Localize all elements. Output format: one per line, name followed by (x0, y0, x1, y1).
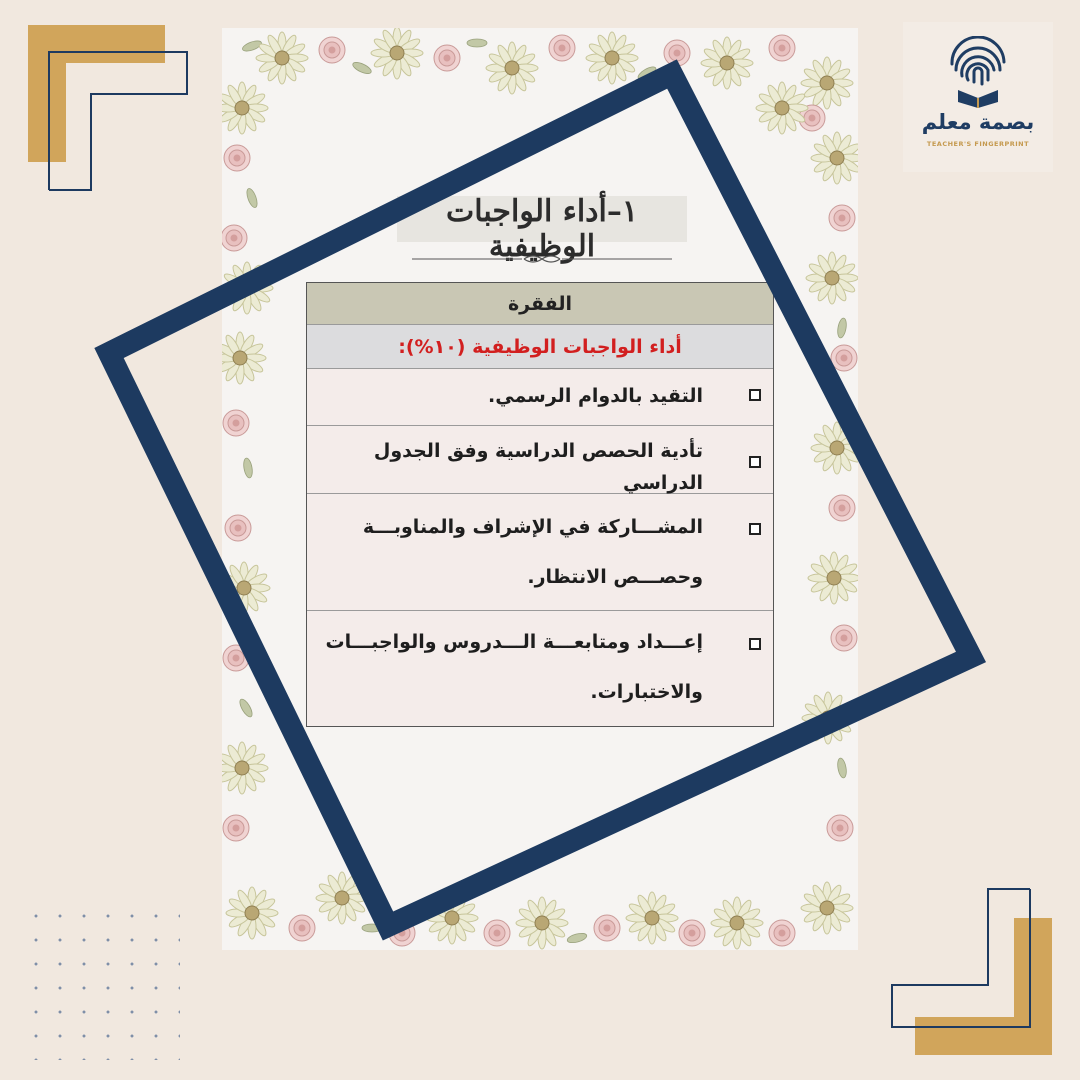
corner-bracket-top-left-outline (48, 51, 188, 191)
table-row (307, 494, 773, 611)
table-header: الفقرة (307, 282, 773, 325)
corner-bracket-bottom-right-outline (891, 888, 1031, 1028)
page-title: ١–أداء الواجبات الوظيفية (446, 194, 638, 264)
document-page (222, 28, 858, 950)
checkbox[interactable] (749, 638, 761, 650)
brand-tagline: TEACHER'S FINGERPRINT (926, 140, 1030, 148)
checkbox[interactable] (749, 389, 761, 401)
checkbox[interactable] (749, 456, 761, 468)
table-row (307, 369, 773, 426)
criterion-text: تأدية الحصص الدراسية وفق الجدول الدراسي (373, 440, 703, 494)
section-label: أداء الواجبات الوظيفية (١٠%): (307, 325, 773, 369)
criteria-table (306, 282, 774, 727)
ornamental-divider (412, 254, 672, 264)
brand-name: بصمة معلم (921, 110, 1035, 134)
criterion-text: المشـــاركة في الإشراف والمناوبـــة وحصـــص الانتظار. (362, 516, 703, 588)
table-row (307, 611, 773, 727)
criterion-text: التقيد بالدوام الرسمي. (488, 385, 703, 407)
table-row (307, 426, 773, 494)
brand-logo (903, 22, 1053, 172)
checkbox[interactable] (749, 523, 761, 535)
fingerprint-book-icon (948, 36, 1008, 108)
dot-grid-decoration (20, 900, 180, 1060)
criterion-text: إعـــداد ومتابعـــة الـــدروس والواجبـــات والاختبارات. (325, 631, 703, 703)
